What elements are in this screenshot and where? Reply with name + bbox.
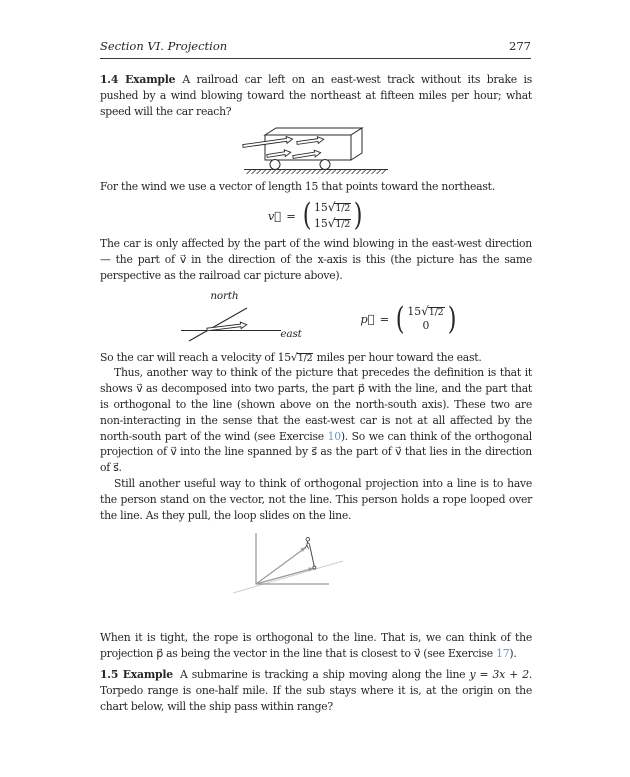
exercise-17-link[interactable]: 17 bbox=[496, 647, 510, 661]
equation-v bbox=[100, 197, 532, 234]
equals-sign: = bbox=[379, 312, 390, 327]
exercise-10-link[interactable]: 10 bbox=[327, 429, 341, 443]
radical-sign: √ bbox=[327, 215, 335, 230]
vector-p-symbol: p⃗ bbox=[360, 312, 375, 327]
rope-projection-drawing bbox=[231, 531, 401, 626]
paragraph-wind: For the wind we use a vector of length 15 that points toward the northeast. bbox=[100, 180, 495, 194]
radical-sign: √ bbox=[327, 200, 335, 215]
vector-p-entries: 15 √ 1/2 0 bbox=[407, 303, 444, 333]
east-label: east bbox=[280, 327, 302, 340]
rope-loop bbox=[313, 566, 316, 569]
vector-v-arrow bbox=[256, 548, 305, 584]
example-1-4-label: 1.4 Example bbox=[100, 73, 176, 86]
line-equation-inline: y = 3x + 2 bbox=[469, 667, 529, 681]
figure-axes-projection bbox=[100, 289, 532, 347]
page-header bbox=[100, 39, 531, 59]
spanned-line bbox=[233, 561, 343, 593]
paragraph-velocity: So the car will reach a velocity of 15√1/2 miles per hour toward the east. bbox=[100, 350, 482, 364]
figure-rope-projection bbox=[100, 531, 532, 626]
north-label: north bbox=[210, 289, 239, 302]
paragraph-car-affected: The car is only affected by the part of the wind blowing in the east-west direction — the part of v⃗ in the direction of the x-axis is this (the picture has the same perspective as the railroad car picture above). bbox=[100, 237, 532, 282]
section-title: Section VI. Projection bbox=[100, 39, 228, 53]
paragraph-still: Still another useful way to think of orthogonal projection into a line is to have the person stand on the vector, not the line. This person holds a rope looped over the line. As they pull, the loop slides on the line. bbox=[100, 476, 532, 522]
example-1-4-paragraph bbox=[100, 72, 532, 119]
left-paren: ( bbox=[302, 197, 312, 234]
paragraph-thus: Thus, another way to think of the picture that precedes the definition is that it shows v⃗ as decomposed into two parts, the part p⃗ with the line, and the part that is orthogonal to the line (shown above on the north-south axis). These two are non-interacting in the sense that the east-west car is not at all affected by the north-south part of the wind (see Exercise 10). So we can think of the orthogonal projection of v⃗ into the line spanned by s⃗ as the part of v⃗ that lies in the direction of s⃗. bbox=[100, 366, 532, 475]
wheel-left bbox=[270, 160, 280, 170]
radical-sign: √ bbox=[421, 303, 428, 318]
projection-arrow bbox=[207, 321, 248, 332]
figure-railroad-car bbox=[100, 126, 532, 174]
right-paren: ) bbox=[353, 197, 363, 234]
wheel-right bbox=[320, 160, 330, 170]
track-hatching bbox=[247, 170, 387, 174]
rope-line bbox=[310, 545, 315, 567]
example-1-5-paragraph: 1.5 Example A submarine is tracking a ship moving along the line y = 3x + 2. Torpedo range is one-half mile. If the sub stays where it is, at the origin on the chart below, will the ship pass within range? bbox=[100, 667, 532, 713]
paragraph-tight: When it is tight, the rope is orthogonal to the line. That is, we can think of the projection p⃗ as being the vector in the line that is closest to v⃗ (see Exercise 17). bbox=[100, 631, 532, 661]
projection-p-arrow bbox=[256, 569, 313, 585]
vector-v-symbol: v⃗ bbox=[267, 208, 282, 223]
left-paren: ( bbox=[395, 300, 405, 337]
example-1-5-label: 1.5 Example bbox=[100, 667, 173, 681]
page-number: 277 bbox=[509, 39, 531, 53]
railroad-car-drawing bbox=[241, 126, 391, 174]
example-1-4-text: A railroad car left on an east-west track without its brake is pushed by a wind blowing toward the northeast at fifteen miles per hour; what speed will the car reach? bbox=[100, 73, 532, 118]
equals-sign: = bbox=[286, 208, 296, 223]
axes-drawing bbox=[174, 289, 314, 347]
vector-v-entries: 15 √ 1/2 15 √ 1/2 bbox=[313, 200, 351, 230]
radical-sign: √ bbox=[290, 350, 297, 364]
right-paren: ) bbox=[447, 300, 456, 337]
page-body bbox=[100, 72, 532, 714]
person-figure bbox=[305, 538, 310, 549]
equation-p bbox=[360, 300, 457, 337]
